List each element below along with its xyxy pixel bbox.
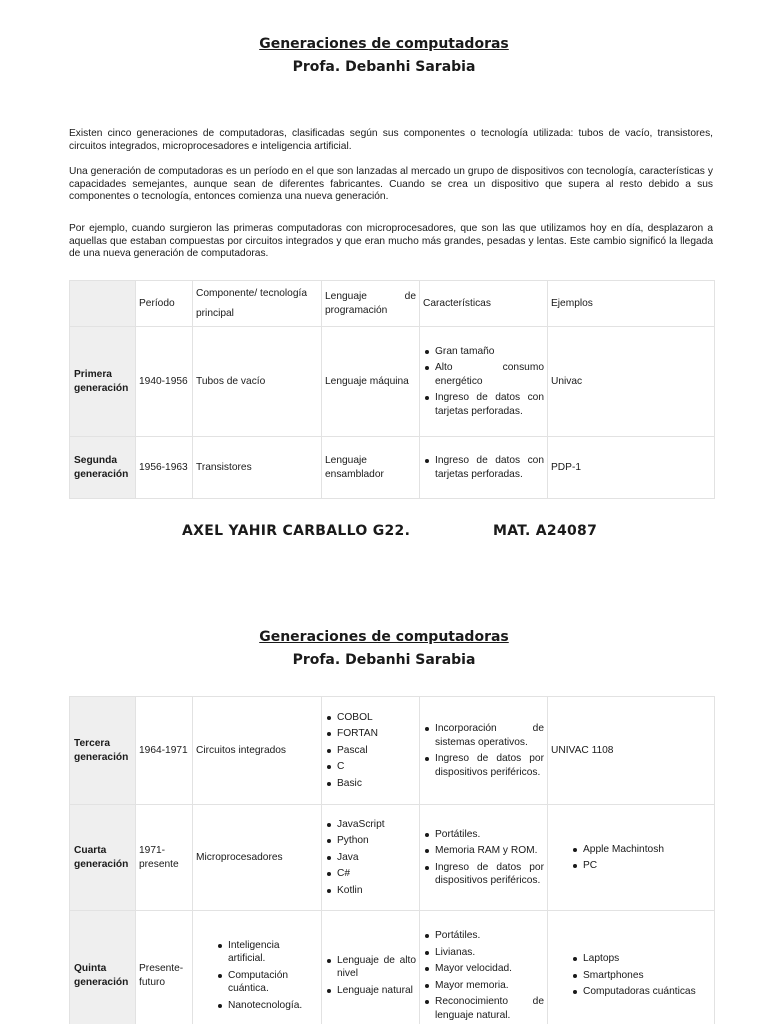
row-ejemplos: Univac: [548, 327, 715, 437]
list-item: Alto consumo energético: [423, 361, 544, 388]
page-subtitle: Profa. Debanhi Sarabia: [292, 652, 476, 668]
header-componente: Componente/ tecnología principal: [193, 281, 322, 327]
intro-paragraph-1: Existen cinco generaciones de computadoras, clasificadas según sus componentes o tecnología utilizada: tubos de vacío, transistores, circuitos integrados, microprocesadores e inteligencia artificial.: [69, 128, 713, 152]
table-row: [70, 805, 715, 911]
list-item: PC: [571, 859, 711, 873]
table-row: [70, 697, 715, 805]
list-item: Gran tamaño: [423, 345, 544, 359]
list-item: Computación cuántica.: [216, 969, 318, 996]
generations-table-2: [69, 696, 715, 1024]
row-lenguajes: [322, 911, 420, 1024]
list-item: Inteligencia artificial.: [216, 939, 318, 966]
row-generation: Primera generación: [70, 327, 136, 437]
table-row: [70, 327, 715, 437]
row-generation: Cuarta generación: [70, 805, 136, 911]
list-item: Nanotecnología.: [216, 999, 318, 1013]
row-lenguaje: Lenguaje máquina: [322, 327, 420, 437]
list-item: Incorporación de sistemas operativos.: [423, 722, 544, 749]
list-item: Java: [325, 851, 416, 865]
list-item: Portátiles.: [423, 929, 544, 943]
row-periodo: 1964-1971: [136, 697, 193, 805]
list-item: Pascal: [325, 744, 416, 758]
author-name: AXEL YAHIR CARBALLO G22.: [182, 523, 411, 539]
student-id: MAT. A24087: [493, 523, 598, 539]
page-title: Generaciones de computadoras: [259, 36, 509, 52]
intro-paragraph-2: Una generación de computadoras es un período en el que son lanzadas al mercado un grupo de dispositivos con tecnología, características y capacidades semejantes, aunque sean de diferentes fabricantes. Cuando se crea un dispositivo que supera al resto debido a sus componentes o tecnología, entonces comienza una nueva generación.: [69, 166, 713, 203]
table-row: [70, 911, 715, 1024]
row-periodo: Presente-futuro: [136, 911, 193, 1024]
list-item: FORTAN: [325, 727, 416, 741]
list-item: C: [325, 760, 416, 774]
list-item: Computadoras cuánticas: [571, 985, 711, 999]
list-item: Portátiles.: [423, 828, 544, 842]
list-item: Livianas.: [423, 946, 544, 960]
page-subtitle: Profa. Debanhi Sarabia: [292, 59, 476, 75]
list-item: Ingreso de datos con tarjetas perforadas.: [423, 391, 544, 418]
row-caracteristicas: [420, 911, 548, 1024]
list-item: Smartphones: [571, 969, 711, 983]
list-item: Lenguaje natural: [325, 984, 416, 998]
list-item: Laptops: [571, 952, 711, 966]
row-generation: Tercera generación: [70, 697, 136, 805]
row-componentes: [193, 911, 322, 1024]
generations-table-1: [69, 280, 715, 499]
list-item: Ingreso de datos por dispositivos periféricos.: [423, 861, 544, 888]
row-lenguajes: [322, 697, 420, 805]
header-lenguaje: Lenguaje de programación: [322, 281, 420, 327]
list-item: Python: [325, 834, 416, 848]
row-periodo: 1940-1956: [136, 327, 193, 437]
list-item: Mayor memoria.: [423, 979, 544, 993]
header-ejemplos: Ejemplos: [548, 281, 715, 327]
list-item: Lenguaje de alto nivel: [325, 954, 416, 981]
table-row: [70, 437, 715, 499]
list-item: Mayor velocidad.: [423, 962, 544, 976]
row-lenguajes: [322, 805, 420, 911]
row-generation: Segunda generación: [70, 437, 136, 499]
row-componente: Circuitos integrados: [193, 697, 322, 805]
list-item: COBOL: [325, 711, 416, 725]
row-ejemplos: [548, 805, 715, 911]
list-item: Basic: [325, 777, 416, 791]
row-componente: Transistores: [193, 437, 322, 499]
row-caracteristicas: [420, 327, 548, 437]
page-title: Generaciones de computadoras: [259, 629, 509, 645]
table-header-row: [70, 281, 715, 327]
row-componente: Tubos de vacío: [193, 327, 322, 437]
row-periodo: 1971-presente: [136, 805, 193, 911]
row-generation: Quinta generación: [70, 911, 136, 1024]
list-item: Kotlin: [325, 884, 416, 898]
intro-paragraph-3: Por ejemplo, cuando surgieron las primeras computadoras con microprocesadores, que son las que utilizamos hoy en día, desplazaron a aquellas que estaban compuestas por circuitos integrados y que eran mucho más grandes, pesadas y lentas. Este cambio significó la llegada de una nueva generación de computadoras.: [69, 223, 713, 260]
row-lenguaje: Lenguaje ensamblador: [322, 437, 420, 499]
header-caracteristicas: Características: [420, 281, 548, 327]
list-item: JavaScript: [325, 818, 416, 832]
row-ejemplos: PDP-1: [548, 437, 715, 499]
header-periodo: Período: [136, 281, 193, 327]
row-periodo: 1956-1963: [136, 437, 193, 499]
row-caracteristicas: [420, 697, 548, 805]
row-ejemplos: [548, 911, 715, 1024]
row-caracteristicas: [420, 437, 548, 499]
list-item: Ingreso de datos por dispositivos periféricos.: [423, 752, 544, 779]
row-caracteristicas: [420, 805, 548, 911]
row-componente: Microprocesadores: [193, 805, 322, 911]
list-item: Reconocimiento de lenguaje natural.: [423, 995, 544, 1022]
list-item: Apple Machintosh: [571, 843, 711, 857]
table-corner-cell: [70, 281, 136, 327]
list-item: Memoria RAM y ROM.: [423, 844, 544, 858]
row-ejemplos: UNIVAC 1108: [548, 697, 715, 805]
list-item: C#: [325, 867, 416, 881]
list-item: Ingreso de datos con tarjetas perforadas.: [423, 454, 544, 481]
